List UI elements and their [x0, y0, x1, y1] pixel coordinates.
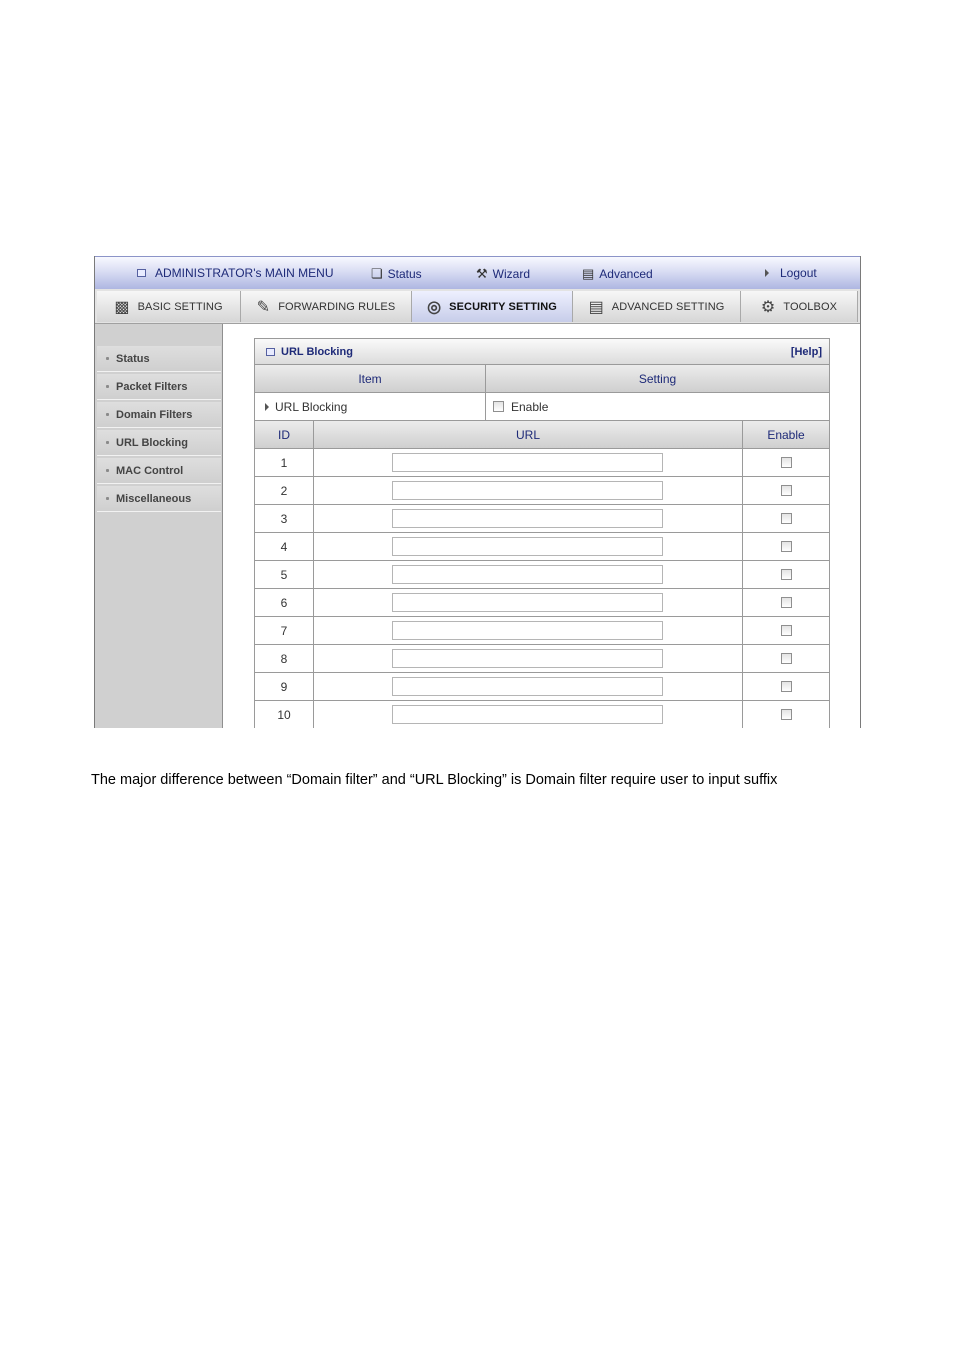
arrow-right-icon	[765, 269, 769, 277]
panel-header	[255, 339, 829, 365]
row-id: 8	[280, 651, 288, 666]
help-link[interactable]: [Help]	[790, 346, 822, 358]
row-enable-checkbox[interactable]	[781, 681, 792, 692]
bullet-icon	[106, 385, 109, 388]
url-blocking-enable-checkbox[interactable]	[493, 401, 504, 412]
enable-setting	[493, 393, 793, 420]
tab-bar	[95, 289, 860, 324]
row-id: 9	[280, 679, 288, 694]
toolbox-icon: ⚙	[760, 298, 776, 316]
sidebar-item-domain-filters[interactable]	[97, 402, 221, 428]
sidebar-item-mac-control[interactable]	[97, 458, 221, 484]
table-row	[255, 505, 829, 533]
panel-square-icon	[266, 348, 275, 356]
url-input[interactable]	[392, 509, 663, 528]
sidebar-item-label: Status	[116, 352, 150, 365]
panel-title: URL Blocking	[281, 346, 353, 358]
url-input[interactable]	[392, 677, 663, 696]
wizard-link[interactable]	[476, 266, 530, 282]
row-id: 4	[280, 539, 288, 554]
row-id: 6	[280, 595, 288, 610]
menu-square-icon	[137, 269, 146, 277]
logout-link[interactable]	[765, 266, 817, 280]
table-row	[255, 533, 829, 561]
enable-label: Enable	[511, 399, 549, 414]
sidebar-item-label: Domain Filters	[116, 408, 193, 421]
wizard-tools-icon: ⚒	[476, 266, 488, 281]
tab-label: ADVANCED SETTING	[611, 300, 725, 313]
row-enable-checkbox[interactable]	[781, 625, 792, 636]
row-enable-checkbox[interactable]	[781, 513, 792, 524]
tab-advanced-setting[interactable]	[573, 291, 741, 322]
tab-toolbox[interactable]	[741, 291, 858, 322]
top-menu-bar	[95, 256, 860, 289]
row-id: 10	[277, 707, 291, 722]
sidebar-item-label: MAC Control	[116, 464, 184, 477]
forwarding-icon: ✎	[256, 298, 271, 316]
item-setting-header	[255, 365, 829, 393]
url-table-header	[255, 421, 829, 449]
advanced-label: Advanced	[599, 267, 653, 281]
tab-forwarding-rules[interactable]	[241, 291, 412, 322]
url-blocking-label: URL Blocking	[275, 399, 348, 414]
row-enable-checkbox[interactable]	[781, 485, 792, 496]
url-input[interactable]	[392, 565, 663, 584]
table-row	[255, 617, 829, 645]
row-enable-checkbox[interactable]	[781, 597, 792, 608]
tab-label: BASIC SETTING	[137, 300, 223, 313]
id-column-header: ID	[278, 427, 290, 442]
status-link[interactable]	[371, 266, 422, 282]
tab-security-setting[interactable]	[412, 291, 573, 322]
url-blocking-panel	[254, 338, 830, 728]
arrow-right-icon	[265, 403, 269, 411]
row-id: 5	[280, 567, 288, 582]
table-row	[255, 673, 829, 701]
sidebar-item-label: Packet Filters	[116, 380, 188, 393]
router-admin-screenshot	[94, 256, 861, 728]
sidebar-item-label: URL Blocking	[116, 436, 188, 449]
caption-text: The major difference between “Domain filter” and “URL Blocking” is Domain filter require user to input suffix	[91, 772, 778, 788]
row-id: 7	[280, 623, 288, 638]
logout-label: Logout	[780, 266, 817, 280]
main-menu-link[interactable]	[137, 266, 334, 280]
sidebar	[95, 324, 223, 728]
tab-label: FORWARDING RULES	[278, 300, 396, 313]
setting-column-header: Setting	[638, 371, 677, 386]
book-icon: ▩	[114, 298, 130, 316]
sidebar-item-miscellaneous[interactable]	[97, 486, 221, 512]
bullet-icon	[106, 413, 109, 416]
tab-label: SECURITY SETTING	[449, 300, 557, 313]
table-row	[255, 645, 829, 673]
sidebar-item-url-blocking[interactable]	[97, 430, 221, 456]
table-row	[255, 449, 829, 477]
table-row	[255, 701, 829, 728]
tab-basic-setting[interactable]	[97, 291, 241, 322]
advanced-setting-icon: ▤	[588, 298, 604, 316]
url-blocking-row	[255, 393, 829, 421]
table-row	[255, 477, 829, 505]
info-person-icon: ❏	[371, 266, 383, 281]
wizard-label: Wizard	[492, 267, 530, 281]
row-enable-checkbox[interactable]	[781, 541, 792, 552]
row-id: 3	[280, 511, 288, 526]
url-input[interactable]	[392, 537, 663, 556]
main-menu-label: ADMINISTRATOR's MAIN MENU	[155, 266, 334, 280]
row-enable-checkbox[interactable]	[781, 709, 792, 720]
table-row	[255, 561, 829, 589]
bullet-icon	[106, 469, 109, 472]
sidebar-item-packet-filters[interactable]	[97, 374, 221, 400]
row-enable-checkbox[interactable]	[781, 569, 792, 580]
tab-label: TOOLBOX	[783, 300, 838, 313]
enable-column-header: Enable	[767, 427, 805, 442]
advanced-book-icon: ▤	[582, 266, 595, 281]
url-column-header: URL	[515, 427, 540, 442]
bullet-icon	[106, 497, 109, 500]
security-icon: ◎	[427, 298, 442, 316]
url-input[interactable]	[392, 705, 663, 724]
url-input[interactable]	[392, 481, 663, 500]
table-row	[255, 589, 829, 617]
url-input[interactable]	[392, 621, 663, 640]
row-enable-checkbox[interactable]	[781, 457, 792, 468]
url-input[interactable]	[392, 453, 663, 472]
row-id: 1	[280, 455, 288, 470]
row-id: 2	[280, 483, 288, 498]
url-blocking-item	[265, 393, 485, 420]
sidebar-item-label: Miscellaneous	[116, 492, 192, 505]
url-input[interactable]	[392, 593, 663, 612]
item-column-header: Item	[358, 371, 382, 386]
bullet-icon	[106, 441, 109, 444]
status-label: Status	[387, 267, 422, 281]
bullet-icon	[106, 357, 109, 360]
advanced-link[interactable]	[582, 266, 653, 282]
url-input[interactable]	[392, 649, 663, 668]
row-enable-checkbox[interactable]	[781, 653, 792, 664]
sidebar-item-status[interactable]	[97, 346, 221, 372]
